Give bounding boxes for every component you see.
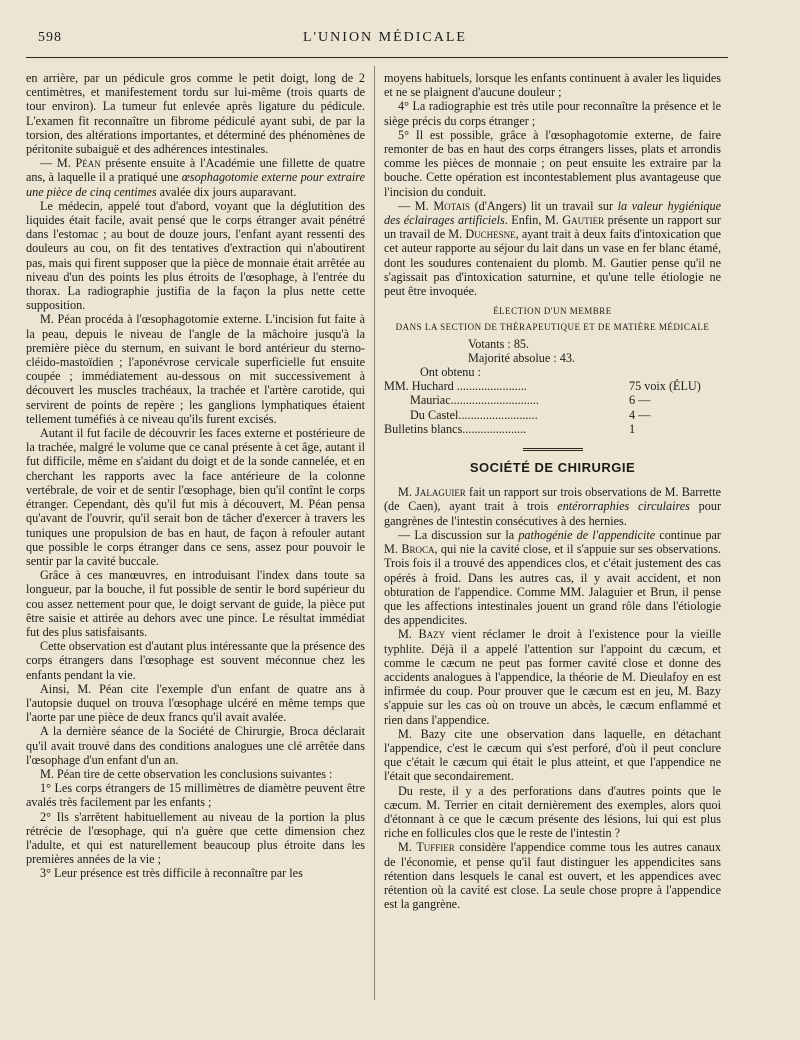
paragraph xyxy=(384,99,721,127)
candidate-name: Du Castel.......................... xyxy=(410,407,538,422)
text: 2° Ils s'arrêtent habituellement au niveau de la portion la plus rétrécie de l'œsophage, qui n'a guère que cette dimension chez l'adulte, et qui est naturellement beaucoup plus étroite dans les premières années de la vie ; xyxy=(26,809,365,867)
section-rule xyxy=(523,448,583,451)
paragraph xyxy=(384,485,721,528)
paragraph xyxy=(26,866,365,880)
paragraph xyxy=(384,784,721,841)
vote-row xyxy=(384,408,721,422)
paragraph xyxy=(26,199,365,313)
vote-row xyxy=(384,393,721,407)
vote-count: 75 voix (ÉLU) xyxy=(629,379,701,394)
text: M. Péan tire de cette observation les conclusions suivantes : xyxy=(40,766,333,781)
paragraph xyxy=(26,639,365,682)
text: M. Péan procéda à l'œsophagotomie externe. L'incision fut faite à la peau, depuis le niveau de l'angle de la mâchoire jusqu'à la première pièce du sternum, en suivant le bord antérieur du sterno-cléido-mastoïdien ; l'aponévrose cervicale superficielle fut ensuite coupée ; immédiatement au-dessous on mit successivement à découvert les muscles trachéaux, la trachée et l'artère carotide, qui servirent de points de repère ; les ganglions lymphatiques étaient tellement tuméfiés à ce niveau qu'ils furent excisés. xyxy=(26,312,365,426)
text: Ainsi, M. Péan cite l'exemple d'un enfant de quatre ans à l'autopsie duquel on trouva l'œsophage ulcéré en même temps que l'aorte par une pièce de deux francs qu'il avait avalée. xyxy=(26,681,365,725)
text: , ayant trait à deux faits d'intoxication que cet auteur rapporte au séjour du lait dans un vase en fer blanc étamé, dont les soudures contenaient du plomb. M. Gautier pense qu'il ne s'agissait pas d'intoxication saturnine, et qu'une telle étiologie ne peut être invoquée. xyxy=(384,227,721,299)
header-rule xyxy=(26,57,728,58)
paragraph xyxy=(26,426,365,568)
text: , qui nie la cavité close, et il s'appuie sur ses observations. Trois fois il a trouvé des appendices clos, et c'était justement des cas opérés à froid. Dans les autres cas, il y avait accident, et non obturation de l'appendice. Comme MM. Jalaguier et Brun, il pense que les affections intestinales jouent un grand rôle dans l'étiologie des appendicites. xyxy=(384,542,722,628)
text: moyens habituels, lorsque les enfants continuent à avaler les liquides et ne se plaignent d'aucune douleur ; xyxy=(384,71,721,100)
text: M. Bazy cite une observation dans laquelle, en détachant l'appendice, c'est le cæcum qui s'est perforé, d'où il peut conclure que c'était le cæcum qui était le plus atteint, et que l'appendice ne l'était que secondairement. xyxy=(384,726,721,784)
text: A la dernière séance de la Société de Chirurgie, Broca déclarait qu'il avait trouvé dans des conditions analogues une clé arrêtée dans l'œsophage d'un enfant d'un an. xyxy=(26,724,365,767)
paragraph xyxy=(26,781,365,809)
text: 4° La radiographie est très utile pour reconnaître la présence et le siège précis du corps étranger ; xyxy=(384,99,721,128)
text: Autant il fut facile de découvrir les faces externe et postérieure de la trachée, malgré le volume que ce canal présente à cet âge, autant il fut difficile, même en s'aidant du doigt et de la sonde cannelée, et en cherchant les rapports avec la face antérieure de la colonne vertébrale, de voir et de sentir l'œsophage, bien qu'il contînt le corps étranger. Cependant, dès qu'il fut mis à découvert, M. Péan pensa qu'avant de l'ouvrir, qu'il serait bon de tâcher d'exercer à travers les tuniques une propulsion de bas en haut, de façon à refouler autant que possible le corps étranger dans ce sens, assez pour pouvoir le sentir par la cavité buccale. xyxy=(26,426,365,568)
paragraph xyxy=(26,767,365,781)
text: — M. xyxy=(40,156,76,171)
journal-title: L'UNION MÉDICALE xyxy=(302,30,467,45)
election-block xyxy=(384,304,721,436)
text: considère l'appendice comme tous les autres canaux de l'économie, et pense qu'il faut distinguer les appendicites sans rétention dans lesquels le canal est ouvert, et les appendices avec rétention où la cavité est close. La seule chose propre à l'appendice est la gangrène. xyxy=(384,840,721,912)
paragraph xyxy=(26,312,365,426)
right-column-text-bottom xyxy=(384,485,721,911)
text: 1° Les corps étrangers de 15 millimètres de diamètre peuvent être avalés très facilement par les enfants ; xyxy=(26,781,365,810)
candidate-name: Bulletins blancs..................... xyxy=(384,421,527,436)
italic-text: œsophagotomie externe pour extraire une pièce de cinq centimes xyxy=(26,170,365,199)
paragraph xyxy=(26,682,365,725)
text: avalée dix jours auparavant. xyxy=(156,184,297,199)
text: Cette observation est d'autant plus intéressante que la présence des corps étrangers dans l'œsophage est souvent méconnue chez les enfants pendant la vie. xyxy=(26,639,365,682)
vote-count: 1 xyxy=(629,421,636,436)
paragraph xyxy=(26,810,365,867)
text: 3° Leur présence est très difficile à reconnaître par les xyxy=(40,866,303,881)
name-text: Broca xyxy=(401,542,435,557)
candidate-name: MM. Huchard ....................... xyxy=(384,379,527,394)
italic-text: pathogénie de l'appendicite xyxy=(518,527,656,542)
paragraph xyxy=(26,71,365,156)
name-text: Bazy xyxy=(418,627,446,642)
paragraph xyxy=(384,727,721,784)
left-column xyxy=(26,71,365,881)
vote-row xyxy=(384,379,721,393)
election-title: ÉLECTION D'UN MEMBRE xyxy=(493,306,612,317)
text: présente ensuite à l'Académie une fillette de quatre ans, à laquelle il a pratiqué une xyxy=(26,156,366,185)
name-text: Tuffier xyxy=(416,840,455,855)
election-subtitle: DANS LA SECTION DE THÉRAPEUTIQUE ET DE MATIÈRE MÉDICALE xyxy=(395,322,710,333)
majorite: Majorité absolue : 43. xyxy=(468,350,575,365)
text: . Enfin, M. xyxy=(504,213,563,228)
name-text: Motais xyxy=(433,198,470,213)
text: fait un rapport sur trois observations de M. Barrette (de Caen), ayant trait à trois xyxy=(384,485,721,514)
left-column-text xyxy=(26,71,365,881)
right-column-text-top xyxy=(384,71,721,298)
paragraph xyxy=(26,568,365,639)
paragraph xyxy=(384,128,721,199)
name-text: Péan xyxy=(75,156,101,171)
name-text: Jalaguier xyxy=(415,485,466,500)
text: continue par M. xyxy=(384,527,721,557)
running-header xyxy=(38,30,732,52)
paragraph xyxy=(384,528,721,627)
paragraph xyxy=(26,156,365,199)
name-text: Duchesne xyxy=(465,227,516,242)
text: — M. xyxy=(398,198,434,213)
paragraph xyxy=(384,627,721,726)
vote-row xyxy=(384,422,721,436)
vote-table xyxy=(384,379,721,436)
page-number: 598 xyxy=(38,30,62,45)
vote-count: 6 — xyxy=(629,393,651,408)
italic-text: la valeur hygiénique des éclairages artificiels xyxy=(384,198,721,228)
text: en arrière, par un pédicule gros comme le petit doigt, long de 2 centimètres, et manifestement tordu sur lui-même (trois quarts de tour environ). La tumeur fut enlevée après ligature du pédicule. L'examen fit reconnaître un fibrome pédiculé ayant subi, de par la torsion, des altérations importantes, et déterminé des phénomènes de péritonite subaiguë et des adhérences intestinales. xyxy=(26,71,365,157)
text: pour gangrènes de l'intestin consécutives à des hernies. xyxy=(384,499,722,528)
column-divider xyxy=(374,66,375,1000)
paragraph xyxy=(384,840,721,911)
text: présente un rapport sur un travail de M. xyxy=(384,213,721,242)
name-text: Gautier xyxy=(562,213,605,228)
text: Le médecin, appelé tout d'abord, voyant que la déglutition des liquides était facile, avait pensé que le corps étranger avait pénétré dans l'estomac ; au bout de douze jours, l'enfant ayant ressenti des douleurs au cou, on fit des tentatives d'extraction qui n'aboutirent pas, mais qui firent supposer que la pièce de monnaie était arrêtée au niveau d'un des points les plus étroits de l'œsophage, à l'entrée du thorax. La radiographie justifia de la façon la plus nette cette supposition. xyxy=(26,198,365,313)
candidate-name: Mauriac............................. xyxy=(410,393,539,408)
paragraph xyxy=(384,199,721,298)
text: Du reste, il y a des perforations dans d'autres points que le cæcum. M. Terrier en citait dernièrement des exemples, alors quoi d'étonnant à ce que le cæcum présente des lésions, lui qui est plus riche en follicules clos que le reste de l'intestin ? xyxy=(384,783,721,841)
section-title: SOCIÉTÉ DE CHIRURGIE xyxy=(469,460,636,476)
text: M. xyxy=(398,627,419,642)
vote-count: 4 — xyxy=(629,407,651,422)
text: (d'Angers) lit un travail sur xyxy=(469,198,618,213)
paragraph xyxy=(26,724,365,767)
text: Grâce à ces manœuvres, en introduisant l'index dans toute sa longueur, par la bouche, il fut possible de sentir le bord supérieur du cou assez nettement pour que, le doigt servant de guide, la pièce put être saisie et attirée au dehors avec une pince. Le résultat immédiat fut des plus satisfaisants. xyxy=(26,568,365,639)
text: — La discussion sur la xyxy=(398,527,519,542)
text: 5° Il est possible, grâce à l'œsophagotomie externe, de faire remonter de bas en haut des corps étrangers lisses, plats et arrondis comme les pièces de monnaie ; on peut ensuite les extraire par la bouche. Cette opération est incontestablement plus avantageuse que l'incision du conduit. xyxy=(384,127,721,199)
votants: Votants : 85. xyxy=(468,336,530,351)
italic-text: entérorraphies circulaires xyxy=(557,499,690,514)
right-column xyxy=(384,71,721,911)
text: M. xyxy=(398,840,417,855)
text: M. xyxy=(398,485,416,500)
paragraph xyxy=(384,71,721,99)
text: vient réclamer le droit à l'existence pour la vieille typhlite. Déjà il a appelé l'attention sur l'appoint du cæcum, et comme le cæcum ne peut pas former cavité close et donne des accidents analogues à l'appendice, la théorie de M. Dieulafoy en est infirmée du coup. Pour prouver que le cæcum est en jeu, M. Bazy s'appuie sur les cas où on trouve un abcès, le cæcum enflammé et rien dans l'appendice. xyxy=(384,627,721,727)
ont-obtenu: Ont obtenu : xyxy=(420,365,481,380)
